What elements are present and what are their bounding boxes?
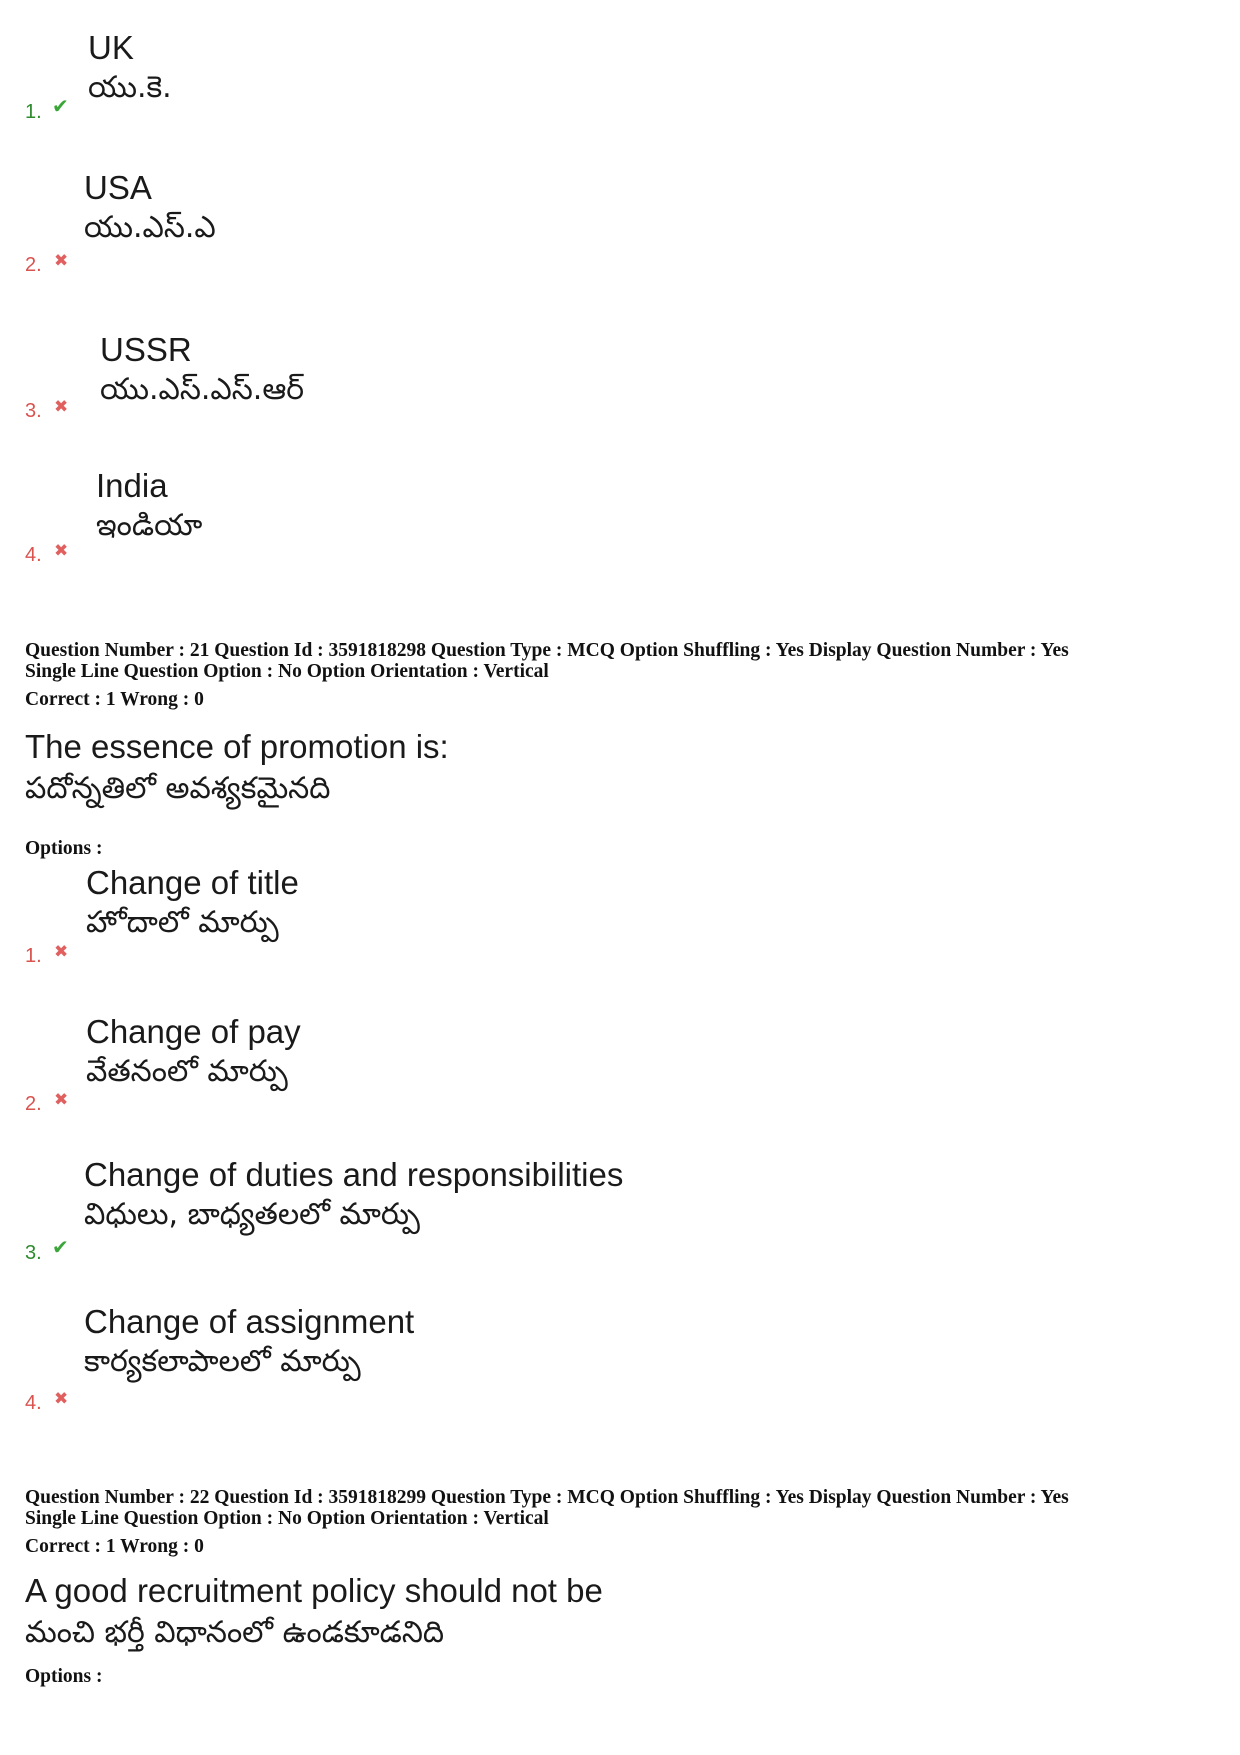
option-number: 3. bbox=[25, 1242, 42, 1264]
option-number: 4. bbox=[25, 1392, 42, 1414]
cross-icon: ✖ bbox=[54, 541, 69, 560]
option-text-en: Change of title bbox=[86, 864, 299, 901]
question-text bbox=[25, 1570, 603, 1654]
option-number: 2. bbox=[25, 254, 42, 276]
option-3 bbox=[84, 1155, 623, 1235]
option-text-te: యు.కె. bbox=[88, 70, 172, 105]
option-number: 3. bbox=[25, 400, 42, 422]
option-text-en: Change of duties and responsibilities bbox=[84, 1156, 624, 1193]
prev-option-3 bbox=[100, 330, 304, 410]
question-text bbox=[25, 726, 449, 810]
option-text-en: USSR bbox=[100, 331, 192, 368]
question-text-te: పదోన్నతిలో అవశ్యకమైనది bbox=[25, 771, 331, 806]
option-text-en: Change of pay bbox=[86, 1013, 301, 1050]
option-number: 4. bbox=[25, 544, 42, 566]
question-meta: Single Line Question Option : No Option Orientation : Vertical bbox=[25, 661, 549, 682]
option-text-en: USA bbox=[84, 169, 152, 206]
cross-icon: ✖ bbox=[54, 397, 69, 416]
cross-icon: ✖ bbox=[54, 1090, 69, 1109]
option-text-en: UK bbox=[88, 29, 134, 66]
options-label: Options : bbox=[25, 838, 103, 859]
option-text-te: ఇండియా bbox=[96, 508, 203, 543]
option-1 bbox=[86, 863, 299, 943]
option-text-en: India bbox=[96, 467, 168, 504]
prev-option-4 bbox=[96, 466, 202, 546]
options-label: Options : bbox=[25, 1666, 103, 1687]
question-meta: Question Number : 22 Question Id : 3591818299 Question Type : MCQ Option Shuffling : Yes Display Question Number : Yes bbox=[25, 1487, 1069, 1508]
question-marks: Correct : 1 Wrong : 0 bbox=[25, 1536, 204, 1557]
option-text-te: కార్యకలాపాలలో మార్పు bbox=[84, 1344, 361, 1379]
question-meta: Single Line Question Option : No Option Orientation : Vertical bbox=[25, 1508, 549, 1529]
option-text-te: యు.ఎస్.ఎస్.ఆర్ bbox=[100, 372, 305, 407]
option-number: 1. bbox=[25, 945, 42, 967]
cross-icon: ✖ bbox=[54, 942, 69, 961]
option-text-te: విధులు, బాధ్యతలలో మార్పు bbox=[84, 1197, 420, 1232]
option-number: 2. bbox=[25, 1093, 42, 1115]
prev-option-1 bbox=[88, 28, 172, 108]
question-text-en: The essence of promotion is: bbox=[25, 728, 449, 765]
question-text-te: మంచి భర్తీ విధానంలో ఉండకూడనిది bbox=[25, 1615, 445, 1650]
option-text-te: యు.ఎస్.ఎ bbox=[84, 210, 216, 245]
check-icon: ✔ bbox=[52, 96, 69, 118]
question-marks: Correct : 1 Wrong : 0 bbox=[25, 689, 204, 710]
check-icon: ✔ bbox=[52, 1237, 69, 1259]
option-text-te: హోదాలో మార్పు bbox=[86, 905, 279, 940]
cross-icon: ✖ bbox=[54, 1389, 69, 1408]
question-text-en: A good recruitment policy should not be bbox=[25, 1572, 603, 1609]
option-4 bbox=[84, 1302, 414, 1382]
option-2 bbox=[86, 1012, 301, 1092]
cross-icon: ✖ bbox=[54, 251, 69, 270]
question-meta: Question Number : 21 Question Id : 3591818298 Question Type : MCQ Option Shuffling : Yes Display Question Number : Yes bbox=[25, 640, 1069, 661]
option-text-en: Change of assignment bbox=[84, 1303, 415, 1340]
option-text-te: వేతనంలో మార్పు bbox=[86, 1054, 288, 1089]
option-number: 1. bbox=[25, 101, 42, 123]
prev-option-2 bbox=[84, 168, 216, 248]
